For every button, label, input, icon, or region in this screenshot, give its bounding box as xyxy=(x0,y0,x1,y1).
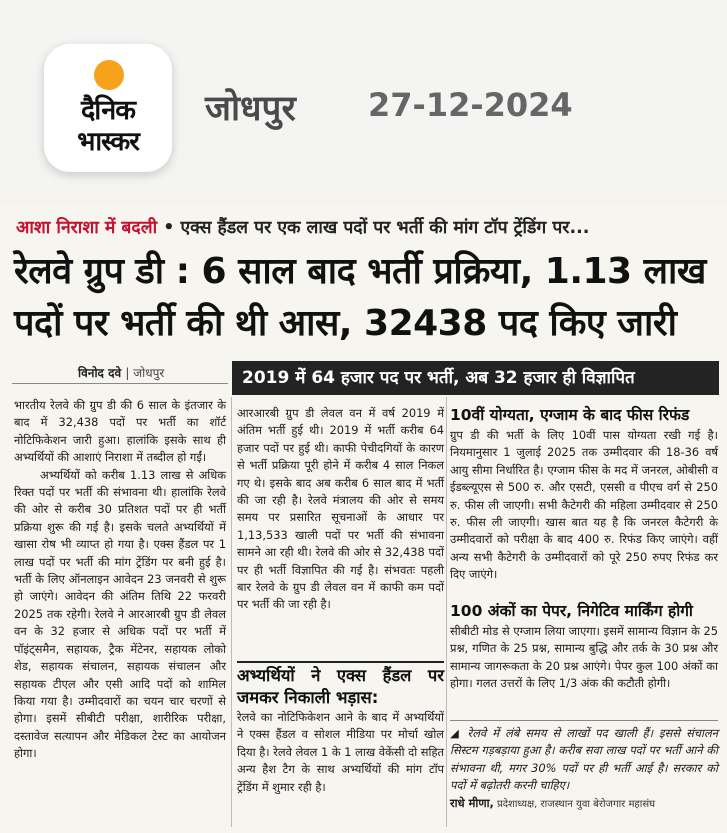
column-divider xyxy=(231,397,232,827)
paragraph: सीबीटी मोड से एग्जाम लिया जाएगा। इसमें सामान्य विज्ञान के 25 प्रश्न, गणित के 25 प्रश्न, सामान्य बुद्धि और तर्क के 30 प्रश्न और सामान्य जागरूकता के 20 प्रश्न आएंगे। पेपर कुल 100 अंकों का होगा। गलत उत्तरों के लिए 1/3 अंक की कटौती होगी। xyxy=(450,624,718,691)
logo-text-line1: दैनिक xyxy=(80,95,136,126)
social-media-box xyxy=(237,661,444,796)
paragraph: आरआरबी ग्रुप डी लेवल वन में वर्ष 2019 में अंतिम भर्ती हुई थी। 2019 में भर्ती करीब 64 हजार पदों पर हुई थी। काफी पेचीदगियों के कारण से भर्ती प्रक्रिया पूरी होने में करीब 4 साल निकल गए थे। इसके बाद अब करीब 6 साल बाद में भर्ती की जा रही है। रेलवे मंत्रालय की ओर से समय समय पर प्रसारित सूचनाओं के आधार पर 1,13,533 खाली पदों पर भर्ती की संभावना सामने आ रही थी। रेलवे की ओर से 32,438 पदों पर ही भर्ती विज्ञापित की गई है। संभवतः पहली बार रेलवे के ग्रुप डी लेवल वन में काफी कम पदों पर भर्ती की जा रही है। xyxy=(237,406,444,612)
paragraph: अभ्यर्थियों को करीब 1.13 लाख से अधिक रिक्त पदों पर भर्ती की संभावना थी। हालांकि रेलवे की ओर से करीब 30 प्रतिशत पदों पर ही भर्ती प्रक्रिया शुरू की गई है। इसके चलते अभ्यर्थियों में खासा रोष भी व्याप्त हो गया है। एक्स हैंडल पर 1 लाख पदों पर भर्ती की मांग ट्रेंडिंग पर बनी हुई है। भर्ती के लिए ऑनलाइन आवेदन 23 जनवरी से शुरू हो जाएंगे। आवेदन की अंतिम तिथि 22 फरवरी 2025 तक रहेगी। रेलवे ने आरआरबी ग्रुप डी लेवल वन के 32 हजार से अधिक पदों पर भर्ती में पॉइंट्समैन, सहायक, ट्रैक मेंटेनर, सहायक लोको शेड, सहायक संचालन, सहायक संचालन और सहायक टीएल और एसी आदि पदों को शामिल किया गया है। उम्मीदवारों का चयन चार चरणों से होगा। इसमें सीबीटी परीक्षा, शारीरिक परीक्षा, दस्तावेज सत्यापन और मेडिकल टेस्ट का आयोजन होगा। xyxy=(14,467,226,761)
quote-author-role: प्रदेशाध्यक्ष, राजस्थान युवा बेरोजगार महासंघ xyxy=(493,798,655,810)
logo-text-line2: भास्कर xyxy=(77,127,139,157)
byline xyxy=(78,364,164,381)
header xyxy=(0,0,727,190)
column-divider xyxy=(446,397,447,827)
news-clipping xyxy=(0,205,727,833)
kicker-highlight: आशा निराशा में बदली xyxy=(16,218,158,238)
byline-rule xyxy=(12,383,228,384)
headline-line2: पदों पर भर्ती की थी आस, 32438 पद किए जारी xyxy=(14,303,677,344)
paragraph: ग्रुप डी की भर्ती के लिए 10वीं पास योग्यता रखी गई है। नियमानुसार 1 जुलाई 2025 तक उम्मीदवार की 18-36 वर्ष आयु सीमा निर्धारित है। एग्जाम फीस के मद में जनरल, ओबीसी व ईडब्ल्यूएस से 500 रु. और एसटी, एससी व पीएच वर्ग से 250 रु. फीस ली जाएगी। सभी कैटेगरी की महिला उम्मीदवार से 250 रु. फीस ली जाएगी। खास बात यह है कि जनरल कैटेगरी के उम्मीदवारों को परीक्षा के बाद 400 रु. रिफंड किए जाएंगे। वहीं अन्य सभी कैटेगरी के उम्मीदवारों को पूरे 250 रुपए रिफंड कर दिए जाएंगे। xyxy=(450,428,718,582)
subhead-banner: 2019 में 64 हजार पद पर भर्ती, अब 32 हजार ही विज्ञापित xyxy=(232,361,719,395)
kicker-text: • एक्स हैंडल पर एक लाख पदों पर भर्ती की मांग टॉप ट्रेंडिंग पर... xyxy=(157,218,590,238)
column-3 xyxy=(450,405,718,584)
byline-city: | जोधपुर xyxy=(125,366,165,380)
quote-author: राधे मीणा, xyxy=(450,795,494,810)
paragraph: रेलवे का नोटिफिकेशन आने के बाद में अभ्यर्थियों ने एक्स हैंडल व सोशल मीडिया पर मोर्चा खोल दिया है। रेलवे लेवल 1 के 1 लाख वेकेंसी दो सहित अन्य हैश टैग के साथ अभ्यर्थियों की मांग टॉप ट्रेंडिंग में शुमार रही है। xyxy=(237,710,444,794)
column-3-section-2 xyxy=(450,601,718,693)
section-heading: 10वीं योग्यता, एग्जाम के बाद फीस रिफंड xyxy=(450,406,690,424)
quote-text: रेलवे में लंबे समय से लाखों पद खाली हैं। इससे संचालन सिस्टम गड़बड़ाया हुआ है। करीब सवा लाख पदों पर भर्ती आने की संभावना थी, मगर 30% पदों पर ही भर्ती आई है। सरकार को पदों में बढ़ोतरी करनी चाहिए। xyxy=(450,726,718,793)
section-heading: 100 अंकों का पेपर, निगेटिव मार्किंग होगी xyxy=(450,602,693,620)
sun-icon xyxy=(94,60,124,90)
paragraph: भारतीय रेलवे की ग्रुप डी की 6 साल के इंतजार के बाद में 32,438 पदों पर भर्ती का शॉर्ट नोटिफिकेशन जारी हुआ। हालांकि इसके साथ ही अभ्यर्थियों की आशाएं निराशा में तब्दील हो गईं। xyxy=(14,398,226,465)
headline-line1: रेलवे ग्रुप डी : 6 साल बाद भर्ती प्रक्रिया, 1.13 लाख xyxy=(14,251,706,292)
dainik-bhaskar-logo xyxy=(44,44,172,172)
quote-box xyxy=(450,720,718,813)
kicker xyxy=(16,215,589,239)
column-2 xyxy=(237,405,444,614)
city-name: जोधपुर xyxy=(205,89,296,129)
right-triangle-icon: ◢ xyxy=(450,726,468,740)
edition-date: 27-12-2024 xyxy=(368,86,573,124)
column-1 xyxy=(14,397,226,763)
byline-author: विनोद दवे xyxy=(78,366,122,380)
box-heading: अभ्यर्थियों ने एक्स हैंडल पर जमकर निकाली भड़ास: xyxy=(237,666,444,707)
